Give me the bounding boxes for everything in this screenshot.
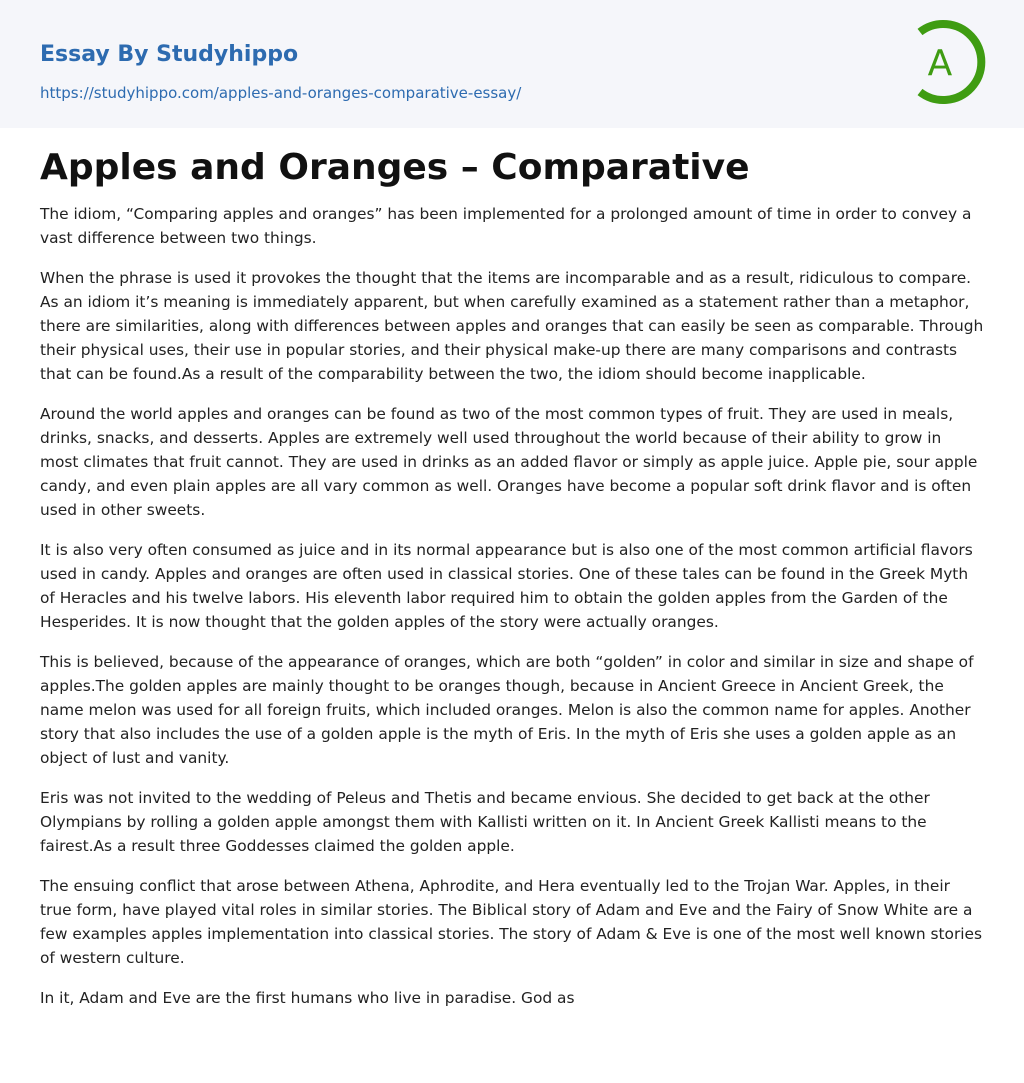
article-title: Apples and Oranges – Comparative xyxy=(40,147,750,188)
site-header xyxy=(0,0,1024,128)
essay-url-link[interactable]: https://studyhippo.com/apples-and-oranges-comparative-essay/ xyxy=(40,84,522,102)
brand-title: Essay By Studyhippo xyxy=(40,42,299,67)
article xyxy=(0,128,1024,1010)
paragraph: It is also very often consumed as juice and in its normal appearance but is also one of the most common artificial flavors used in candy. Apples and oranges are often used in classical stories. One of these tales can be found in the Greek Myth of Heracles and his twelve labors. His eleventh labor required him to obtain the golden apples from the Garden of the Hesperides. It is now thought that the golden apples of the story were actually oranges. xyxy=(40,541,973,631)
paragraph: The idiom, “Comparing apples and oranges” has been implemented for a prolonged amount of time in order to convey a vast difference between two things. xyxy=(40,205,972,247)
logo-letter: A xyxy=(927,43,953,84)
paragraph: The ensuing conflict that arose between Athena, Aphrodite, and Hera eventually led to the Trojan War. Apples, in their true form, have played vital roles in similar stories. The Biblical story of Adam and Eve and the Fairy of Snow White are a few examples apples implementation into classical stories. The story of Adam & Eve is one of the most well known stories of western culture. xyxy=(40,877,983,967)
paragraph: This is believed, because of the appearance of oranges, which are both “golden” in color and similar in size and shape of apples.The golden apples are mainly thought to be oranges though, because in Ancient Greece in Ancient Greek, the name melon was used for all foreign fruits, which included oranges. Melon is also the common name for apples. Another story that also includes the use of a golden apple is the myth of Eris. In the myth of Eris she uses a golden apple as an object of lust and vanity. xyxy=(40,653,974,767)
studyhippo-logo-icon[interactable] xyxy=(906,18,988,106)
paragraph: When the phrase is used it provokes the thought that the items are incomparable and as a result, ridiculous to compare. As an idiom it’s meaning is immediately apparent, but when carefully examined as a statement rather than a metaphor, there are similarities, along with differences between apples and oranges that can easily be seen as comparable. Through their physical uses, their use in popular stories, and their physical make-up there are many comparisons and contrasts that can be found.As a result of the comparability between the two, the idiom should become inapplicable. xyxy=(40,269,984,383)
paragraph: Around the world apples and oranges can be found as two of the most common types of fruit. They are used in meals, drinks, snacks, and desserts. Apples are extremely well used throughout the world because of their ability to grow in most climates that fruit cannot. They are used in drinks as an added flavor or simply as apple juice. Apple pie, sour apple candy, and even plain apples are all vary common as well. Oranges have become a popular soft drink flavor and is often used in other sweets. xyxy=(40,405,978,519)
paragraph: Eris was not invited to the wedding of Peleus and Thetis and became envious. She decided to get back at the other Olympians by rolling a golden apple amongst them with Kallisti written on it. In Ancient Greek Kallisti means to the fairest.As a result three Goddesses claimed the golden apple. xyxy=(40,789,930,855)
paragraph: In it, Adam and Eve are the first humans who live in paradise. God as xyxy=(40,989,575,1007)
